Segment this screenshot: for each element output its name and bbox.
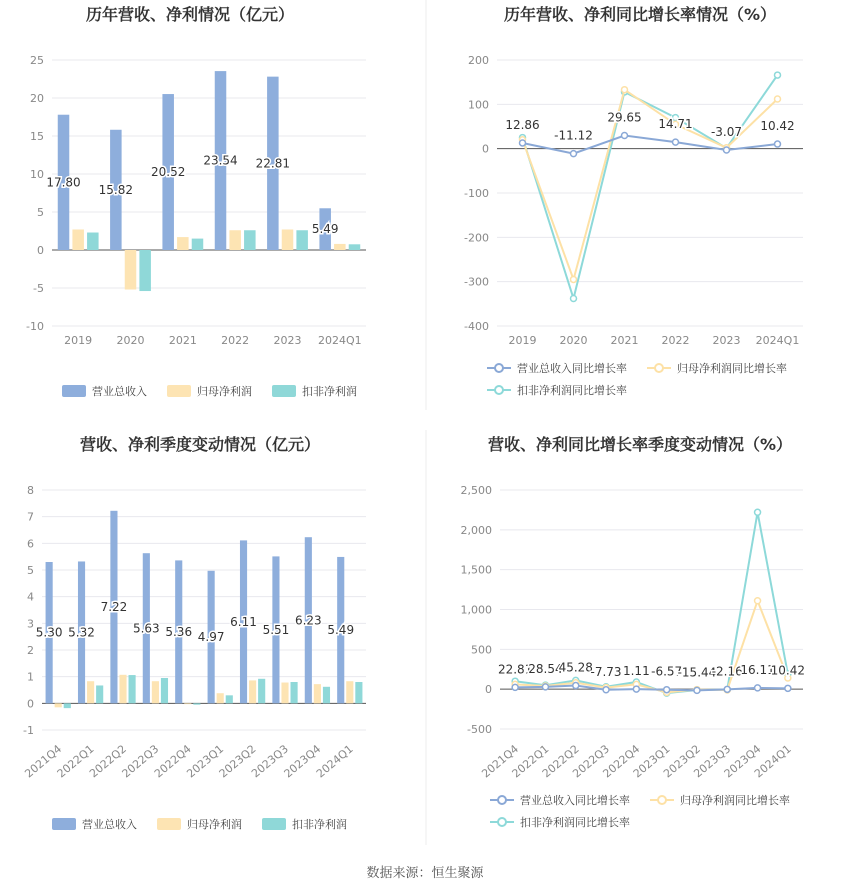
- data-label: 5.49: [311, 222, 339, 237]
- line-point: [785, 685, 791, 691]
- x-tick-label: 2021Q4: [479, 742, 522, 781]
- x-tick-label: 2023: [712, 334, 741, 347]
- quarterly-line-chart: [461, 435, 806, 829]
- legend-swatch: [157, 818, 181, 830]
- data-label: 10.42: [770, 663, 806, 678]
- data-label: 5.32: [68, 625, 95, 640]
- data-label: 16.11: [740, 662, 775, 677]
- y-tick-label: 25: [30, 54, 44, 67]
- bar: [184, 703, 191, 704]
- y-tick-label: 0: [37, 244, 44, 257]
- y-tick-label: 1,500: [460, 563, 492, 577]
- line-point: [520, 140, 526, 146]
- y-tick-label: -200: [464, 231, 489, 245]
- line-point: [664, 687, 670, 693]
- legend-item: 归母净利润同比增长率: [677, 362, 787, 375]
- y-tick-label: 4: [27, 590, 34, 604]
- bar: [334, 244, 346, 250]
- chart-title: 历年营收、净利同比增长率情况（%）: [503, 5, 777, 24]
- annual-line-chart: [464, 5, 803, 397]
- x-tick-label: 2021: [610, 334, 639, 347]
- y-tick-label: 0: [485, 683, 492, 697]
- line-point: [622, 133, 628, 139]
- legend-swatch: [167, 385, 191, 397]
- bar: [217, 693, 224, 703]
- x-tick-label: 2022Q3: [119, 742, 162, 781]
- x-tick-label: 2020: [559, 334, 588, 347]
- data-label: 5.30: [35, 625, 63, 640]
- bar: [193, 703, 200, 704]
- bar: [125, 250, 137, 290]
- legend-item: 扣非净利润同比增长率: [517, 384, 627, 397]
- line-point: [724, 686, 730, 692]
- data-label: 28.54: [528, 661, 563, 676]
- data-label: 23.54: [203, 153, 238, 168]
- y-tick-label: 2,500: [460, 484, 492, 497]
- x-tick-label: 2023Q2: [216, 742, 259, 781]
- bar: [281, 683, 288, 704]
- line-point: [673, 139, 679, 145]
- bar: [346, 681, 353, 703]
- x-tick-label: 2023: [273, 334, 302, 347]
- x-tick-label: 2022Q1: [54, 742, 97, 781]
- x-tick-label: 2023Q4: [281, 742, 324, 781]
- x-tick-label: 2020: [116, 334, 145, 347]
- x-tick-label: 2022Q1: [509, 742, 552, 781]
- bar: [282, 229, 294, 250]
- line-point: [755, 598, 761, 604]
- legend-swatch-marker: [498, 818, 506, 826]
- x-tick-label: 2022: [661, 334, 690, 347]
- data-label: 29.65: [607, 110, 642, 125]
- y-tick-label: 2,000: [460, 523, 492, 537]
- x-tick-label: 2021: [168, 334, 197, 347]
- y-tick-label: 0: [482, 142, 489, 156]
- x-tick-label: 2024Q1: [313, 742, 356, 781]
- bar: [177, 237, 189, 250]
- data-label: 6.23: [294, 613, 322, 628]
- y-tick-label: 5: [37, 206, 44, 219]
- line-point: [573, 683, 579, 689]
- x-tick-label: 2023Q3: [691, 742, 734, 781]
- bar: [87, 233, 99, 250]
- x-tick-label: 2023Q4: [721, 742, 764, 781]
- x-tick-label: 2023Q2: [661, 742, 703, 781]
- data-label: 20.52: [151, 165, 186, 180]
- y-tick-label: 1: [27, 670, 34, 684]
- x-tick-label: 2022Q4: [600, 742, 643, 781]
- x-tick-label: 2022Q2: [539, 742, 582, 781]
- line-point: [542, 684, 548, 690]
- line-point: [775, 96, 781, 102]
- bar: [323, 687, 330, 704]
- annual-bar-chart: [26, 5, 366, 398]
- data-label: -11.12: [554, 128, 593, 143]
- legend-item: 营业总收入同比增长率: [517, 362, 627, 375]
- x-tick-label: 2019: [64, 334, 93, 347]
- x-tick-label: 2022Q4: [151, 742, 194, 781]
- data-label: 14.71: [658, 117, 693, 132]
- legend-swatch-marker: [658, 796, 666, 804]
- line-point: [571, 296, 577, 302]
- bar: [64, 703, 71, 708]
- line-point: [775, 72, 781, 78]
- bar: [72, 229, 84, 250]
- data-label: 4.97: [197, 630, 225, 645]
- legend-item: 扣非净利润: [302, 385, 357, 398]
- data-label: 22.81: [497, 662, 533, 677]
- y-tick-label: 0: [27, 697, 34, 711]
- x-tick-label: 2024Q1: [751, 742, 794, 781]
- data-label: 12.86: [505, 117, 540, 132]
- y-tick-label: -300: [464, 275, 489, 289]
- line-point: [755, 685, 761, 691]
- bar: [249, 680, 256, 703]
- data-source-note: 数据来源：恒生聚源: [366, 866, 484, 881]
- bar: [229, 230, 241, 250]
- bar: [119, 675, 126, 704]
- x-tick-label: 2023Q1: [184, 742, 227, 781]
- y-tick-label: 500: [471, 643, 492, 657]
- y-tick-label: 6: [27, 537, 34, 551]
- legend-item: 营业总收入同比增长率: [520, 794, 630, 807]
- x-tick-label: 2022Q3: [570, 742, 612, 781]
- y-tick-label: 7: [27, 510, 34, 524]
- data-label: -6.57: [651, 664, 683, 679]
- bar: [291, 682, 298, 703]
- y-tick-label: 5: [27, 564, 34, 577]
- data-label: 17.80: [46, 175, 81, 190]
- legend-swatch: [62, 385, 86, 397]
- data-label: 6.11: [230, 614, 257, 629]
- data-label: 15.82: [98, 182, 134, 197]
- y-tick-label: 100: [468, 98, 489, 112]
- legend-item: 营业总收入: [92, 385, 147, 398]
- y-tick-label: -500: [467, 723, 492, 736]
- data-label: 1.11: [622, 664, 650, 679]
- line-point: [724, 147, 730, 153]
- bar: [129, 675, 136, 703]
- y-tick-label: 200: [468, 54, 489, 67]
- data-label: -2.16: [711, 664, 743, 679]
- legend-swatch-marker: [495, 386, 503, 394]
- line-point: [571, 151, 577, 157]
- line-point: [633, 686, 639, 692]
- bar: [258, 679, 265, 704]
- y-tick-label: -10: [26, 320, 44, 333]
- line-point: [755, 509, 761, 515]
- data-label: 7.22: [100, 600, 128, 615]
- data-label: 5.49: [327, 623, 355, 638]
- legend-swatch: [262, 818, 286, 830]
- x-tick-label: 2023Q1: [630, 742, 673, 781]
- legend-swatch-marker: [498, 796, 506, 804]
- legend-item: 归母净利润: [197, 385, 252, 398]
- bar: [226, 695, 233, 703]
- y-tick-label: 3: [27, 617, 34, 631]
- bar: [161, 678, 168, 703]
- line-point: [622, 87, 628, 93]
- data-label: -3.07: [710, 125, 743, 140]
- quarterly-bar-chart: [22, 435, 366, 831]
- y-tick-label: -5: [33, 282, 44, 295]
- bar: [349, 244, 361, 250]
- x-tick-label: 2023Q3: [249, 742, 291, 781]
- data-label: 5.63: [132, 621, 160, 636]
- chart-title: 营收、净利同比增长率季度变动情况（%）: [487, 435, 793, 454]
- line-point: [775, 141, 781, 147]
- x-tick-label: 2024Q1: [755, 334, 800, 347]
- legend-swatch-marker: [495, 364, 503, 372]
- chart-title: 历年营收、净利情况（亿元）: [85, 5, 295, 24]
- data-label: 10.42: [760, 119, 795, 134]
- y-tick-label: -1: [23, 724, 34, 737]
- bar: [296, 230, 308, 250]
- y-tick-label: -100: [464, 187, 489, 200]
- series-line: [523, 75, 778, 298]
- bar: [244, 230, 256, 250]
- legend-item: 扣非净利润同比增长率: [520, 816, 630, 829]
- data-label: 45.28: [558, 660, 593, 675]
- y-tick-label: 15: [30, 130, 44, 143]
- bar: [87, 681, 94, 703]
- x-tick-label: 2024Q1: [318, 334, 362, 347]
- line-point: [694, 687, 700, 693]
- data-label: -15.44: [677, 665, 717, 680]
- bar: [314, 684, 321, 703]
- y-tick-label: 1,000: [460, 603, 492, 617]
- x-tick-label: 2019: [508, 334, 537, 347]
- legend-item: 营业总收入: [82, 818, 137, 831]
- legend-swatch: [52, 818, 76, 830]
- bar: [139, 250, 151, 291]
- bar: [55, 703, 62, 707]
- y-tick-label: -400: [464, 320, 489, 333]
- legend-swatch: [272, 385, 296, 397]
- y-tick-label: 10: [30, 168, 44, 181]
- bar: [96, 685, 103, 703]
- bar: [192, 239, 204, 250]
- x-tick-label: 2021Q4: [22, 742, 65, 781]
- bar: [355, 682, 362, 703]
- legend-item: 归母净利润同比增长率: [680, 794, 790, 807]
- data-label: 22.81: [255, 156, 291, 171]
- chart-title: 营收、净利季度变动情况（亿元）: [79, 435, 321, 454]
- line-point: [603, 687, 609, 693]
- data-label: -7.73: [590, 664, 622, 679]
- data-label: 5.36: [165, 624, 193, 639]
- line-point: [571, 276, 577, 282]
- line-point: [512, 684, 518, 690]
- legend-item: 扣非净利润: [292, 818, 347, 831]
- bar: [152, 681, 159, 703]
- y-tick-label: 2: [27, 644, 34, 657]
- series-line: [523, 90, 778, 280]
- x-tick-label: 2022: [221, 334, 250, 347]
- y-tick-label: 20: [30, 92, 44, 105]
- legend-swatch-marker: [655, 364, 663, 372]
- x-tick-label: 2022Q2: [87, 742, 129, 781]
- legend-item: 归母净利润: [187, 818, 242, 831]
- data-label: 5.51: [262, 622, 290, 637]
- y-tick-label: 8: [27, 484, 34, 497]
